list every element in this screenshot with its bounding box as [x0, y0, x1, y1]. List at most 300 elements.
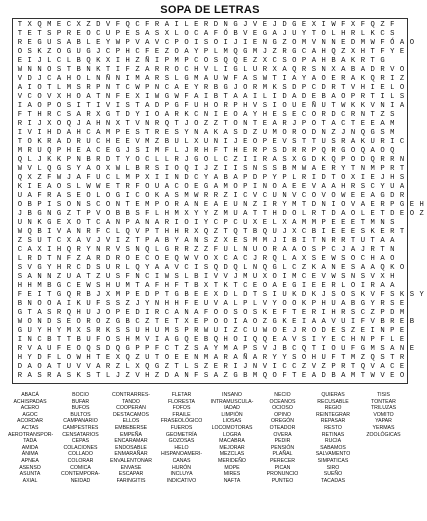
grid-letter: B [135, 165, 140, 173]
grid-letter: S [115, 273, 121, 281]
grid-letter: I [233, 165, 238, 173]
grid-letter: O [233, 111, 238, 119]
grid-letter: W [194, 192, 199, 200]
grid-letter: X [350, 48, 356, 56]
grid-letter: N [194, 237, 199, 245]
word-item: FLORESTA [168, 398, 195, 405]
grid-row [15, 192, 407, 201]
grid-letter: O [341, 201, 346, 209]
grid-letter: H [17, 282, 23, 290]
grid-letter: Q [292, 66, 297, 74]
grid-letter: N [76, 201, 81, 209]
grid-letter: C [341, 336, 346, 344]
grid-letter: J [233, 273, 238, 281]
word-item: PEDIR [274, 438, 291, 445]
grid-letter: P [56, 147, 62, 155]
grid-letter: A [145, 30, 150, 38]
grid-letter: U [17, 219, 23, 227]
grid-letter: K [292, 291, 297, 299]
grid-letter: E [66, 345, 72, 353]
word-item: CEPAS [71, 438, 90, 445]
grid-letter: Q [360, 147, 366, 155]
grid-letter: D [184, 174, 189, 182]
grid-letter: I [164, 174, 170, 182]
grid-letter: E [164, 255, 170, 263]
grid-letter: N [321, 201, 326, 209]
grid-letter: O [399, 66, 405, 74]
grid-letter: E [194, 336, 199, 344]
grid-letter: U [262, 129, 268, 137]
grid-letter: B [350, 66, 356, 74]
grid-letter: W [164, 273, 170, 281]
grid-letter: Z [56, 273, 62, 281]
grid-letter: I [370, 84, 375, 92]
grid-letter: A [390, 282, 395, 290]
grid-letter: C [96, 201, 101, 209]
grid-letter: A [17, 84, 23, 92]
grid-letter: U [105, 30, 111, 38]
grid-letter: J [184, 120, 189, 128]
grid-letter: B [311, 228, 317, 236]
grid-letter: O [184, 39, 189, 47]
grid-letter: W [203, 327, 209, 335]
grid-letter: O [262, 282, 268, 290]
word-item: PENSIÓN [270, 444, 295, 451]
grid-letter: G [115, 318, 121, 326]
grid-letter: E [223, 201, 228, 209]
grid-letter: E [243, 57, 248, 65]
grid-letter: N [321, 237, 326, 245]
grid-letter: E [96, 39, 101, 47]
grid-letter: U [37, 147, 42, 155]
grid-letter: A [350, 75, 356, 83]
grid-row [15, 111, 407, 120]
grid-letter: I [390, 102, 395, 110]
grid-letter: I [301, 282, 307, 290]
grid-letter: F [154, 282, 160, 290]
grid-letter: G [380, 192, 385, 200]
word-item: AGOC [22, 411, 38, 418]
grid-letter: I [154, 336, 160, 344]
grid-letter: E [399, 300, 405, 308]
grid-letter: I [17, 336, 23, 344]
grid-letter: S [96, 345, 101, 353]
grid-letter: O [164, 354, 170, 362]
grid-letter: N [47, 210, 52, 218]
grid-letter: O [96, 165, 101, 173]
grid-letter: S [399, 93, 405, 101]
grid-letter: Y [380, 183, 385, 191]
grid-letter: F [86, 174, 91, 182]
grid-letter: A [233, 255, 238, 263]
grid-letter: T [17, 21, 23, 29]
grid-letter: Q [125, 228, 130, 236]
grid-letter: Y [135, 111, 140, 119]
grid-letter: S [105, 300, 111, 308]
grid-letter: M [292, 201, 297, 209]
grid-letter: A [213, 183, 219, 191]
grid-letter: F [115, 21, 121, 29]
grid-letter: S [243, 237, 248, 245]
grid-letter: Q [301, 345, 307, 353]
grid-row [15, 129, 407, 138]
grid-letter: B [331, 57, 336, 65]
grid-letter: F [56, 345, 62, 353]
grid-letter: N [27, 336, 32, 344]
grid-letter: I [272, 102, 277, 110]
grid-letter: U [213, 327, 219, 335]
grid-letter: X [311, 21, 317, 29]
grid-letter: P [370, 336, 375, 344]
grid-letter: D [282, 21, 287, 29]
word-item: TACADAS [320, 477, 346, 484]
grid-letter: G [164, 246, 170, 254]
grid-letter: N [37, 273, 42, 281]
grid-letter: K [37, 219, 42, 227]
grid-letter: N [145, 219, 150, 227]
grid-letter: D [125, 111, 130, 119]
grid-letter: B [213, 93, 219, 101]
grid-letter: O [203, 156, 209, 164]
grid-letter: I [194, 39, 199, 47]
grid-letter: L [125, 165, 130, 173]
grid-letter: A [223, 300, 228, 308]
grid-letter: A [243, 210, 248, 218]
grid-letter: X [350, 174, 356, 182]
grid-letter: E [292, 183, 297, 191]
grid-letter: P [125, 39, 130, 47]
grid-letter: T [252, 291, 258, 299]
grid-letter: O [56, 120, 62, 128]
grid-letter: A [370, 192, 375, 200]
grid-letter: I [47, 228, 52, 236]
grid-letter: U [252, 66, 258, 74]
grid-letter: X [105, 57, 111, 65]
grid-letter: N [86, 66, 91, 74]
word-item: RUCIA [324, 438, 342, 445]
grid-letter: G [17, 327, 23, 335]
grid-row [15, 264, 407, 273]
grid-letter: R [154, 309, 160, 317]
grid-letter: G [272, 39, 277, 47]
grid-letter: E [341, 264, 346, 272]
grid-letter: V [331, 318, 336, 326]
grid-letter: E [321, 165, 326, 173]
grid-letter: F [37, 192, 42, 200]
grid-letter: V [292, 192, 297, 200]
grid-letter: R [282, 120, 287, 128]
grid-letter: O [47, 66, 52, 74]
grid-letter: I [223, 327, 228, 335]
grid-letter: I [350, 318, 356, 326]
grid-letter: S [203, 264, 209, 272]
grid-letter: K [37, 48, 42, 56]
grid-letter: G [360, 300, 366, 308]
grid-letter: R [301, 147, 307, 155]
word-item: INTRAMUSCULA- [210, 398, 254, 405]
grid-letter: W [262, 327, 268, 335]
grid-letter: S [390, 291, 395, 299]
grid-letter: I [194, 264, 199, 272]
grid-letter: I [301, 237, 307, 245]
grid-letter: E [331, 219, 336, 227]
grid-letter: J [282, 228, 287, 236]
grid-letter: L [125, 264, 130, 272]
grid-letter: P [47, 102, 52, 110]
grid-letter: E [360, 192, 366, 200]
grid-letter: E [380, 84, 385, 92]
grid-letter: R [223, 354, 228, 362]
grid-letter: T [17, 138, 23, 146]
grid-letter: Z [252, 129, 258, 137]
grid-letter: C [66, 21, 72, 29]
grid-letter: N [154, 84, 160, 92]
grid-letter: J [115, 372, 121, 380]
grid-row [15, 201, 424, 210]
grid-letter: L [154, 246, 160, 254]
grid-letter: R [390, 165, 395, 173]
grid-letter: Z [76, 255, 81, 263]
word-item: RESTO [324, 424, 342, 431]
grid-letter: Z [213, 210, 219, 218]
grid-letter: O [321, 75, 326, 83]
grid-letter: R [262, 255, 268, 263]
grid-letter: I [223, 39, 228, 47]
grid-letter: A [341, 57, 346, 65]
grid-letter: S [194, 345, 199, 353]
grid-letter: W [301, 165, 307, 173]
grid-letter: E [282, 327, 287, 335]
grid-letter: E [399, 210, 405, 218]
grid-letter: U [47, 345, 52, 353]
grid-letter: I [390, 75, 395, 83]
grid-letter: Y [370, 300, 375, 308]
grid-letter: N [105, 93, 111, 101]
grid-letter: F [184, 102, 189, 110]
grid-letter: X [184, 210, 189, 218]
grid-letter: S [341, 255, 346, 263]
grid-letter: B [350, 300, 356, 308]
grid-letter: A [233, 174, 238, 182]
grid-letter: W [135, 84, 140, 92]
grid-letter: S [115, 327, 121, 335]
grid-letter: V [311, 39, 317, 47]
grid-row [15, 39, 415, 48]
grid-letter: E [301, 102, 307, 110]
grid-letter: T [105, 66, 111, 74]
grid-letter: I [17, 102, 23, 110]
grid-letter: A [174, 84, 179, 92]
grid-letter: K [350, 102, 356, 110]
grid-letter: J [252, 255, 258, 263]
grid-letter: L [184, 273, 189, 281]
grid-letter: F [125, 66, 130, 74]
grid-letter: I [47, 201, 52, 209]
grid-letter: P [223, 219, 228, 227]
grid-letter: L [125, 363, 130, 371]
grid-letter: J [76, 120, 81, 128]
word-item: OCIOSO [272, 405, 293, 412]
grid-letter: T [86, 102, 91, 110]
grid-letter: I [331, 201, 336, 209]
word-item: LOCOMOTORAS [211, 424, 253, 431]
grid-letter: I [262, 201, 268, 209]
grid-letter: E [174, 354, 179, 362]
grid-letter: N [213, 138, 219, 146]
word-item: NECIO [274, 392, 291, 398]
grid-letter: Ñ [243, 354, 248, 362]
grid-letter: Z [154, 372, 160, 380]
grid-letter: N [76, 156, 81, 164]
grid-letter: K [223, 282, 228, 290]
grid-letter: A [96, 129, 101, 137]
grid-letter: H [272, 210, 277, 218]
grid-letter: L [213, 48, 219, 56]
grid-letter: E [135, 255, 140, 263]
grid-letter: N [243, 201, 248, 209]
grid-letter: X [292, 156, 297, 164]
grid-row [15, 354, 407, 363]
grid-row [15, 309, 407, 318]
grid-letter: A [86, 255, 91, 263]
grid-letter: X [76, 327, 81, 335]
word-item: PUNTEO [271, 477, 294, 484]
grid-letter: Y [282, 354, 287, 362]
grid-letter: C [243, 255, 248, 263]
grid-letter: A [233, 345, 238, 353]
grid-letter: L [331, 30, 336, 38]
grid-letter: P [233, 102, 238, 110]
word-item: SUEÑO [323, 471, 343, 478]
grid-letter: I [194, 165, 199, 173]
grid-letter: C [243, 192, 248, 200]
grid-letter: T [350, 237, 356, 245]
grid-letter: S [135, 129, 140, 137]
grid-letter: D [282, 210, 287, 218]
grid-letter: E [56, 21, 62, 29]
grid-letter: E [223, 111, 228, 119]
grid-row [15, 273, 407, 282]
grid-letter: O [282, 129, 287, 137]
grid-letter: M [135, 336, 140, 344]
word-item: BUFAR [71, 398, 90, 405]
grid-letter: U [272, 192, 277, 200]
grid-letter: O [105, 201, 111, 209]
grid-letter: Q [390, 147, 395, 155]
grid-letter: V [390, 66, 395, 74]
grid-letter: A [292, 219, 297, 227]
grid-letter: P [350, 93, 356, 101]
grid-letter: M [390, 120, 395, 128]
grid-letter: O [76, 318, 81, 326]
grid-letter: F [331, 354, 336, 362]
grid-letter: E [292, 111, 297, 119]
grid-letter: R [17, 120, 23, 128]
grid-letter: G [233, 66, 238, 74]
grid-letter: U [86, 336, 91, 344]
grid-letter: I [223, 165, 228, 173]
grid-letter: E [125, 93, 130, 101]
word-item: TADA [23, 438, 37, 445]
grid-letter: R [154, 120, 160, 128]
grid-letter: A [164, 192, 170, 200]
word-item: ÁNIMA [21, 451, 39, 458]
grid-letter: W [370, 372, 375, 380]
grid-letter: D [311, 129, 317, 137]
grid-letter: T [350, 120, 356, 128]
grid-letter: K [370, 228, 375, 236]
grid-letter: H [164, 210, 170, 218]
grid-letter: Y [145, 264, 150, 272]
grid-letter: T [96, 93, 101, 101]
grid-letter: R [390, 318, 395, 326]
grid-letter: O [282, 300, 287, 308]
grid-letter: R [272, 246, 277, 254]
grid-letter: F [213, 246, 219, 254]
grid-letter: C [164, 345, 170, 353]
grid-letter: T [252, 120, 258, 128]
grid-letter: D [301, 93, 307, 101]
grid-letter: N [360, 111, 366, 119]
grid-letter: L [282, 264, 287, 272]
grid-letter: N [154, 300, 160, 308]
grid-letter: F [96, 228, 101, 236]
word-item: OCEANOS [269, 398, 296, 405]
grid-letter: T [56, 363, 62, 371]
grid-letter: N [115, 75, 121, 83]
grid-letter: L [47, 57, 52, 65]
grid-letter: E [301, 309, 307, 317]
grid-letter: U [203, 300, 209, 308]
grid-letter: P [135, 345, 140, 353]
grid-letter: Z [66, 210, 72, 218]
grid-letter: I [76, 102, 81, 110]
grid-letter: A [96, 363, 101, 371]
grid-letter: C [17, 246, 23, 254]
grid-letter: R [203, 21, 209, 29]
grid-letter: B [76, 66, 81, 74]
grid-letter: S [174, 192, 179, 200]
word-item: ABACÁ [21, 392, 39, 398]
grid-letter: M [252, 237, 258, 245]
grid-letter: Z [213, 165, 219, 173]
grid-letter: O [331, 345, 336, 353]
grid-letter: Z [301, 363, 307, 371]
grid-letter: I [154, 174, 160, 182]
grid-letter: M [223, 48, 228, 56]
grid-letter: B [86, 156, 91, 164]
word-item: AMIDA [21, 444, 39, 451]
grid-letter: R [282, 48, 287, 56]
grid-letter: S [174, 129, 179, 137]
grid-letter: G [105, 111, 111, 119]
grid-letter: C [86, 129, 91, 137]
grid-letter: A [233, 93, 238, 101]
grid-letter: E [213, 363, 219, 371]
grid-letter: C [135, 318, 140, 326]
grid-letter: T [164, 291, 170, 299]
grid-letter: T [184, 282, 189, 290]
grid-letter: E [341, 219, 346, 227]
grid-letter: B [243, 372, 248, 380]
grid-letter: O [105, 210, 111, 218]
grid-letter: S [390, 111, 395, 119]
grid-letter: F [145, 21, 150, 29]
grid-letter: A [76, 237, 81, 245]
grid-letter: A [341, 210, 346, 218]
grid-letter: A [399, 102, 405, 110]
grid-letter: P [243, 345, 248, 353]
